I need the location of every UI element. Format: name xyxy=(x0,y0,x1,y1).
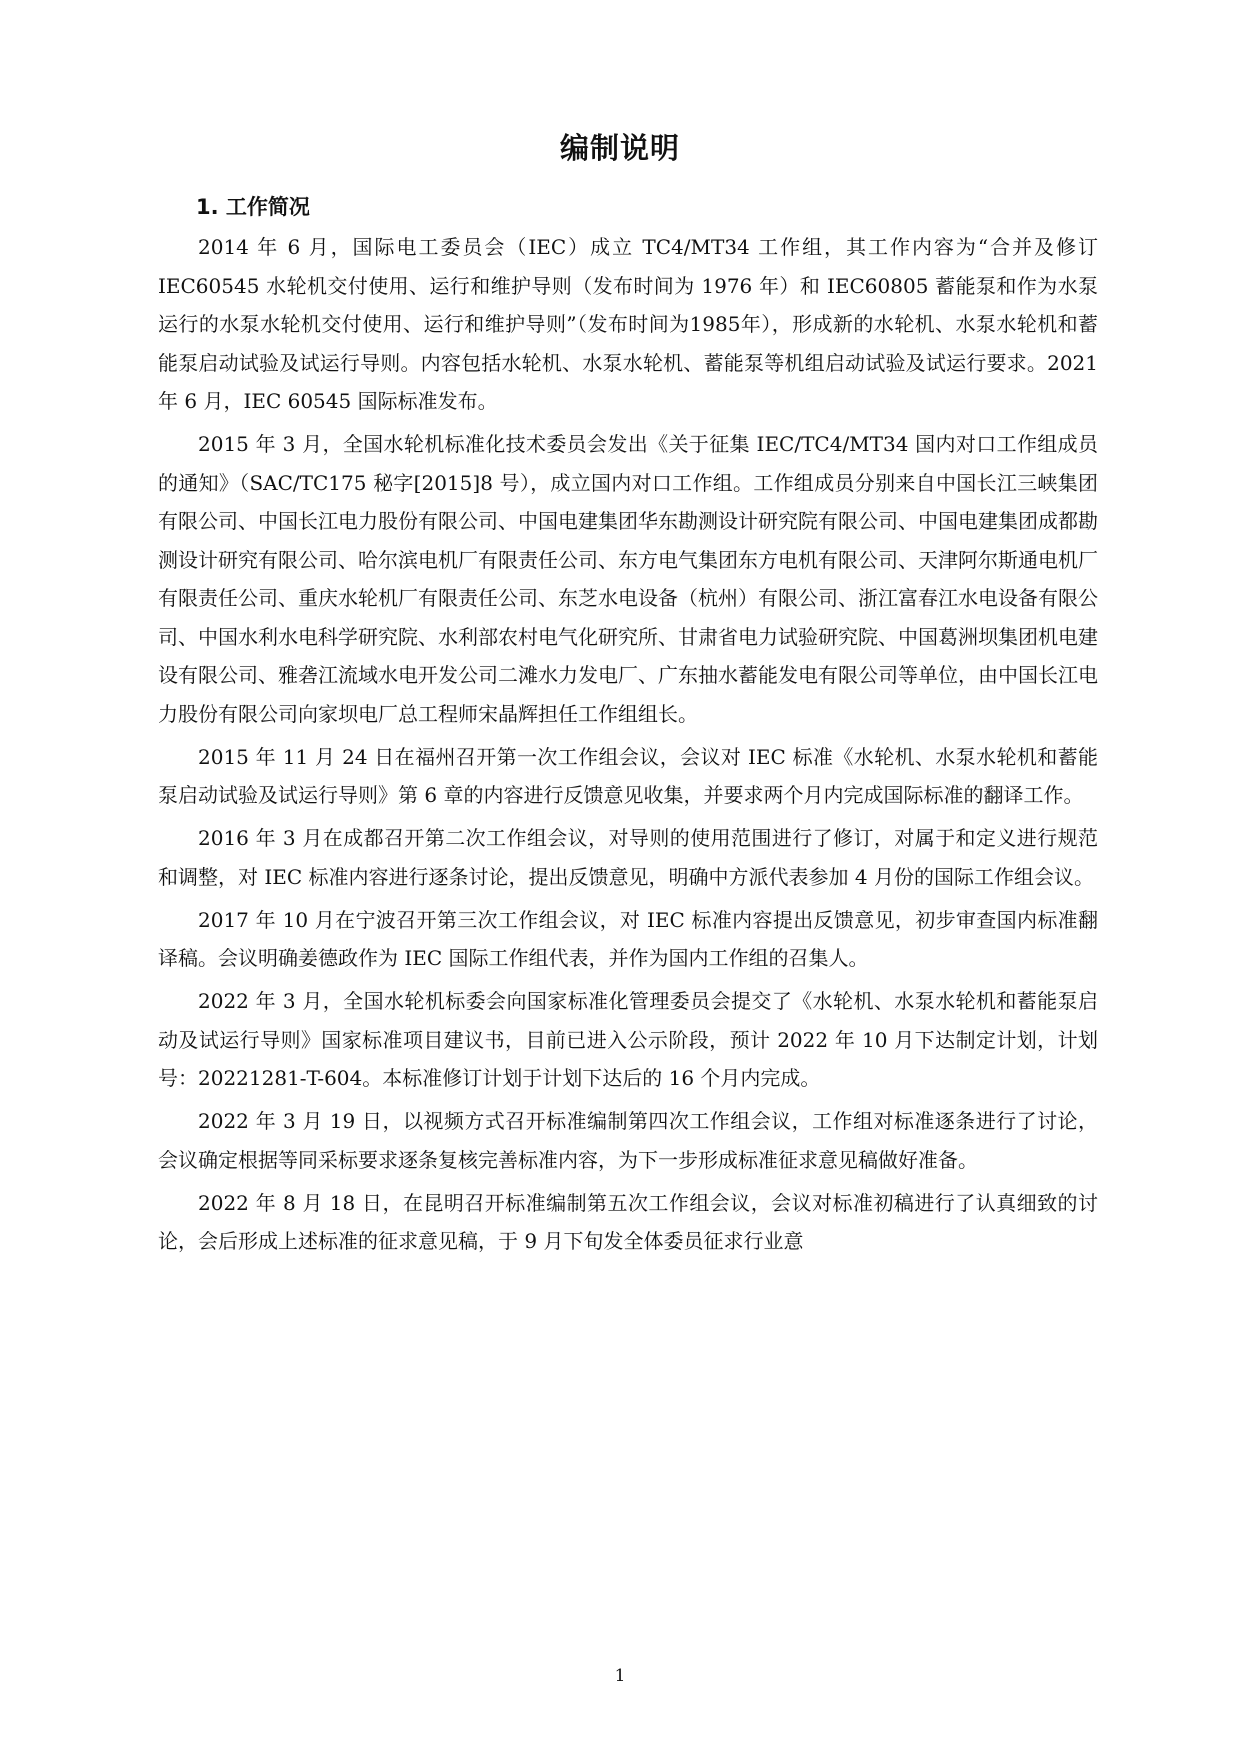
paragraph: 2022 年 3 月 19 日，以视频方式召开标准编制第四次工作组会议，工作组对标准逐条进行了讨论，会议确定根据等同采标要求逐条复核完善标准内容，为下一步形成标准征求意见稿做好准备。 xyxy=(158,1109,1098,1172)
section-heading: 1. 工作简况 xyxy=(196,195,310,219)
paragraph: 2015 年 3 月，全国水轮机标准化技术委员会发出《关于征集 IEC/TC4/MT34 国内对口工作组成员的通知》（SAC/TC175 秘字[2015]8 号），成立国内对口工作组。工作组成员分别来自中国长江三峡集团有限公司、中国长江电力股份有限公司、中国电建集团华东勘测设计研究院有限公司、中国电建集团成都勘测设计研究有限公司、哈尔滨电机厂有限责任公司、东方电气集团东方电机有限公司、天津阿尔斯通电机厂有限责任公司、重庆水轮机厂有限责任公司、东芝水电设备（杭州）有限公司、浙江富春江水电设备有限公司、中国水利水电科学研究院、水利部农村电气化研究所、甘肃省电力试验研究院、中国葛洲坝集团机电建设有限公司、雅砻江流域水电开发公司二滩水力发电厂、广东抽水蓄能发电有限公司等单位，由中国长江电力股份有限公司向家坝电厂总工程师宋晶辉担任工作组组长。 xyxy=(158,432,1098,726)
paragraph: 2022 年 3 月，全国水轮机标委会向国家标准化管理委员会提交了《水轮机、水泵水轮机和蓄能泵启动及试运行导则》国家标准项目建议书，目前已进入公示阶段，预计 2022 年 10 月下达制定计划，计划号：20221281-T-604。本标准修订计划于计划下达后的 16 个月内完成。 xyxy=(158,989,1098,1090)
page-number: 1 xyxy=(614,1666,626,1686)
document-body xyxy=(158,228,1098,1265)
paragraph: 2022 年 8 月 18 日，在昆明召开标准编制第五次工作组会议，会议对标准初稿进行了认真细致的讨论，会后形成上述标准的征求意见稿，于 9 月下旬发全体委员征求行业意 xyxy=(158,1190,1098,1253)
paragraph: 2017 年 10 月在宁波召开第三次工作组会议，对 IEC 标准内容提出反馈意见，初步审查国内标准翻译稿。会议明确姜德政作为 IEC 国际工作组代表，并作为国内工作组的召集人。 xyxy=(158,907,1098,970)
paragraph: 2015 年 11 月 24 日在福州召开第一次工作组会议，会议对 IEC 标准《水轮机、水泵水轮机和蓄能泵启动试验及试运行导则》第 6 章的内容进行反馈意见收集，并要求两个月内完成国际标准的翻译工作。 xyxy=(158,744,1098,807)
paragraph: 2014 年 6 月，国际电工委员会（IEC）成立 TC4/MT34 工作组，其工作内容为“合并及修订 IEC60545 水轮机交付使用、运行和维护导则（发布时间为 1976 年）和 IEC60805 蓄能泵和作为水泵运行的水泵水轮机交付使用、运行和维护导则”（发布时间为1985年），形成新的水轮机、水泵水轮机和蓄能泵启动试验及试运行导则。内容包括水轮机、水泵水轮机、蓄能泵等机组启动试验及试运行要求。2021 年 6 月，IEC 60545 国际标准发布。 xyxy=(158,235,1098,413)
paragraph: 2016 年 3 月在成都召开第二次工作组会议，对导则的使用范围进行了修订，对属于和定义进行规范和调整，对 IEC 标准内容进行逐条讨论，提出反馈意见，明确中方派代表参加 4 月份的国际工作组会议。 xyxy=(158,826,1098,889)
page-title: 编制说明 xyxy=(559,131,680,165)
